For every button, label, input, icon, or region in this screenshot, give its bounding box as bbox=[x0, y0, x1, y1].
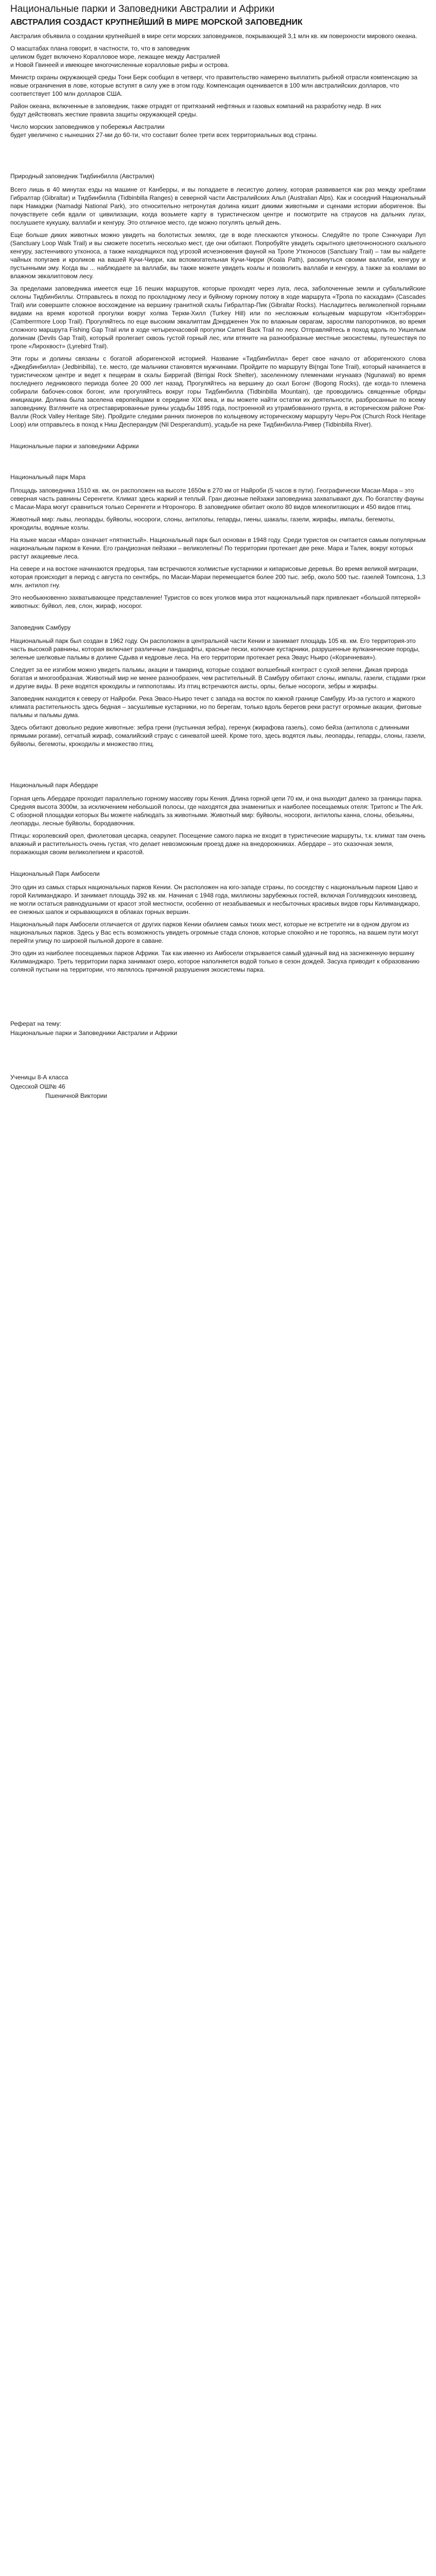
section-heading: Национальный парк Мара bbox=[10, 473, 86, 481]
spacer bbox=[10, 860, 426, 870]
section-paragraph: Это один из самых старых национальных парков Кении. Он расположен на юго-западе страны, по соседству с национальным парком Цаво и горой Килиманджаро. И занимает площадь 392 кв. км. Начиная с 1948 года, миллионы зарубежных гостей, включая Голливудских кинозвезд, не могли остаться равнодушными от красот этой местности, особенно от незабываемых и несбыточных красивых видов горы Килиманджаро, ее снежных шапок и скрывающихся в облаках горных вершин. bbox=[10, 883, 420, 916]
section-paragraph: Еще больше диких животных можно увидеть на болотистых землях, где в воде плескаются утконосы. Следуйте по тропе Сэнкчуари Луп (Sanctuary Loop Walk Trail) и вы сможете посетить несколько мест, где они обитают. Попробуйте увидеть скрытного цветочноносного скального кенгуру, застенчивого утконоса, а также находящихся под угрозой исчезновения фауной на Тропе Утконосов (Sanctuary Trail) – там вы найдете чайных попугаев и кроликов на вашей Кучи-Чирри, как вспомогательная Кучи-Чирри (Koala Path), раскинуться своими валлаби, кенгуру и пустынными эму. Когда вы ... наблюдаете за валлаби, вы также можете увидеть коалы и позволить валлаби и кенгуру, а также за коалами во влажном эвкалиптовом лесу. bbox=[10, 231, 426, 280]
spacer bbox=[10, 752, 426, 781]
intro-paragraph: Австралия объявила о создании крупнейшей в мире сети морских заповедников, покрывающей 3,1 млн кв. км поверхности мирового океана. bbox=[10, 32, 417, 40]
intro-block bbox=[10, 32, 426, 139]
spacer bbox=[10, 143, 426, 172]
student-name: Пшеничной Виктории bbox=[45, 1092, 108, 1099]
section-paragraph: Это необыкновенно захватывающее представление! Туристов со всех уголков мира этот национальный парк привлекает «большой пятеркой» животных: буйвол, лев, слон, жираф, носорог. bbox=[10, 594, 421, 609]
news-headline: АВСТРАЛИЯ СОЗДАСТ КРУПНЕЙШИЙ В МИРЕ МОРСКОЙ ЗАПОВЕДНИК bbox=[10, 18, 303, 27]
section-samburu bbox=[10, 623, 426, 748]
report-footer bbox=[10, 1019, 426, 1100]
document-page bbox=[0, 0, 436, 1100]
section-paragraph: Национальный парк Амбосели отличается от других парков Кении обилием самых тихих мест, которые не встретите ни в одном другом из национальных парков. Здесь у Вас есть возможность увидеть огромные стада слонов, которые спокойно и не торопясь, на вашем пути могут перейти улицу по широкой пыльной дороге в саване. bbox=[10, 920, 419, 944]
intro-paragraph: Число морских заповедников у побережья Австралии будет увеличено с нынешних 27-ми до 60-ти, что составит более трети всех территориальных вод страны. bbox=[10, 123, 318, 139]
report-topic: Национальные парки и Заповедники Австралии и Африки bbox=[10, 1029, 178, 1037]
report-label: Реферат на тему: bbox=[10, 1020, 61, 1027]
section-paragraph: Национальный парк был создан в 1962 году. Он расположен в центральной части Кении и занимает площадь 105 кв. км. Его территория-это часть высокой равнины, которая включает различные ландшафты, красные пески, колючие кустарники, разрушенные вулканические породы, зеленые шелковые пальмы в долине Сдыва и кедровые леса. На его территории протекает река Эваус Ньиро («Коричневая»). bbox=[10, 637, 420, 661]
spacer bbox=[10, 1055, 426, 1073]
section-heading: Заповедник Самбуру bbox=[10, 623, 71, 631]
section-paragraph: Птицы: королевский орел, фиолетовая цесарка, сеарулет. Посещение самого парка не входит в туристические маршруты, т.к. климат там очень влажный и растительность очень густая, что делает невозможным проезд даже на внедорожниках. Абердаре – это сказочная земля, поражающая своим великолепием и красотой. bbox=[10, 832, 426, 856]
section-paragraph: На севере и на востоке начинаются предгорья, там встречаются холмистые кустарники и кипарисовые деревья. Во время великой миграции, которая происходит в период с августа по сентябрь, по Масаи-Мараи перемещается более 200 тыс. зебр, около 500 тыс. газелей Томпсона, 1,3 млн. антилоп гну. bbox=[10, 565, 426, 589]
section-aberdare bbox=[10, 781, 426, 856]
section-paragraph: Площадь заповедника 1510 кв. км, он расположен на высоте 1650м в 270 км от Найроби (5 часов в пути). Географически Масаи-Мара – это северная часть равнины Серенгети. Климат здесь жаркий и теплый. Гран диозные пейзажи заповедника захватывают дух. По богатству фауны с Масаи-Мара могут сравниться только Серенгети и Нгоронгоро. В заповеднике обитает около 80 видов млекопитающих и 450 видов птиц. bbox=[10, 486, 424, 511]
intro-paragraph: Район океана, включенные в заповедник, также отрадят от притязаний нефтяных и газовых компаний на разработку недр. В них будут действовать жесткие правила защиты окружающей среды. bbox=[10, 102, 381, 118]
section-mara bbox=[10, 473, 426, 610]
intro-paragraph: Министр охраны окружающей среды Тони Берк сообщил в четверг, что правительство намерено выплатить рыбной отрасли компенсацию за новые ограничения в лове, которые вступят в силу уже в этом году. Компенсация оценивается в 100 млн австралийских долларов, что соответствует 100 млн долларов США. bbox=[10, 73, 417, 97]
section-heading: Национальные парки и заповедники Африки bbox=[10, 442, 139, 450]
section-heading: Природный заповедник Тидбинбилла (Австралия) bbox=[10, 172, 154, 180]
spacer bbox=[10, 455, 426, 473]
section-paragraph: Заповедник находится к северу от Найроби. Река Эвасо-Ньиро течет с запада на восток по южной границе Самбуру. Из-за густого и жаркого климата растительность здесь бедная – засушливые кустарники, но по берегам, только вдоль берегов реки растут огромные акации, фиговые пальмы и пальмы дума. bbox=[10, 694, 422, 719]
school-line: Одесской ОШ№ 46 bbox=[10, 1082, 65, 1090]
section-africa-parks bbox=[10, 442, 426, 450]
section-paragraph: Следует за ее изгибом можно увидеть пальмы, акации и тамаринд, которые создают волшебный контраст с сухой зелени. Дикая природа богатая и многообразная. Животный мир не менее разнообразен, чем растительный. В Самбуру обитают слоны, импалы, газели, стадами грюи и другие виды. В реке водятся крокодилы и гиппопотамы. Из птиц встречаются аисты, орлы, белые носороги, зебры и жирафы. bbox=[10, 666, 426, 690]
section-paragraph: На языке масаи «Мара» означает «пятнистый». Национальный парк был основан в 1948 году. Среди туристов он считается самым популярным национальным парком в Кении. Его грандиозная пейзажи – великолепны! По территории протекает две реке. Мара и Талек, вокруг которых растут акациевые леса. bbox=[10, 536, 426, 560]
section-paragraph: Эти горы и долины связаны с богатой аборигенской историей. Название «Тидбинбилла» берет свое начало от аборигенского слова «Джедбинбилла» (Jedbinbilla), т.е. место, где мальчики становятся мужчинами. Пройдите по маршруту Bi(ngai Tone Trail), который начинается в туристическом центре и ведет к пещерам в скалы Бирригай (Birrigai Rock Shelter), заселенному племенами нгунаавэ (Ngunawal) во время последнего ледникового периода более 20 000 лет назад. Прогуляйтесь на вершину до скал Богонг (Bogong Rocks), где когда-то племена собирали бабочек-совок богонг, или прогуляйтесь вокруг горы Тидбинбилла (Tidbinbilla Mountain), где проводились священные обряды инициации. Долина была заселена европейцами в середине XIX века, и вы можете найти остатки их деятельности, разбросанные по всему заповеднику. Взгляните на отреставрированные руины усадьбы 1895 года, построенной из утрамбованного грунта, в историческом районе Рок-Валли (Rock Valley Heritage Site). Пройдите следами ранних пионеров по кольцевому историческому маршруту Черч-Рок (Church Rock Heritage Loop) или отправьтесь в поход к Ниш Десперандум (Nil Desperandum), усадьбе на реке Тидбинбилла-Ривер (Tidbinbilla River). bbox=[10, 354, 426, 428]
section-amboseli bbox=[10, 870, 426, 974]
section-paragraph: За пределами заповедника имеется еще 16 пеших маршрутов, которые проходят через луга, леса, заболоченные земли и субальпийские склоны Тидбинбиллы. Отправьтесь в поход по прохладному лесу и буйному горному потоку в ходе маршрута «Тропа по каскадам» (Cascades Trail) или совершите сложное восхождение на вершину гранитной скалы Гибралтар-Пик (Gibraltar Rocks). Насладитесь великолепной горными видами на время короткой прогулки вокруг холма Теркм-Хилл (Turkey Hill) или по несложным кольцевым маршрутом «Кэнтэбэрри» (Camberrmore Loop Trail). Прогуляйтесь по еще высоким эвкалиптам Дэнрдженен Уок по влажным оврагам, зарослям папоротников, во время сложного маршрута Fishing Gap Trail или в ходе четырехчасовой прогулки Camel Back Trail по лесу. Отправляйтесь в поход вдоль по Уишелым долинам (Devils Gap Trail), который пролегает сквозь густой горный лес, или втяните на разнообразные местные экосистемы, путешествуя по тропе «Лирохвост» (Lyrebird Trail). bbox=[10, 284, 426, 350]
section-tidbinbilla bbox=[10, 172, 426, 429]
section-paragraph: Горная цепь Абердаре проходит параллельно горному массиву горы Кения. Длина горной цепи 70 км, и она выходит далеко за границы парка. Средняя высота 3000м, за исключением небольшой полосы, где находятся два знаменитых и наиболее посещаемых отеля: Тритопс и The Ark. С обзорной площадки которых Вы можете наблюдать за животными. Животный мир: буйволы, носороги, антилопы канна, слоны, обезьяны, леопарды, лесные буйволы, бородавочник. bbox=[10, 794, 424, 827]
section-paragraph: Животный мир: львы, леопарды, буйволы, носороги, слоны, антилопы, гепарды, гиены, шакалы, газели, жирафы, импалы, бегемоты, крокодилы, водяные козлы. bbox=[10, 515, 395, 531]
spacer bbox=[10, 433, 426, 442]
section-heading: Национальный парк Абердаре bbox=[10, 781, 98, 789]
section-paragraph: Здесь обитают довольно редкие животные: зебра грени (пустынная зебра), геренук (жирафова газель), сомо бейза (антилопа с длинными прямыми рогами), сетчатый жираф, сомалийский страус с синеватой шеей. Кроме того, здесь водятся львы, леопарды, гепарды, слоны, газели, буйволы, бегемоты, крокодилы и множество птиц. bbox=[10, 723, 426, 748]
document-title: Национальные парки и Заповедники Австралии и Африки bbox=[10, 4, 275, 14]
section-paragraph: Это один из наиболее посещаемых парков Африки. Так как именно из Амбосели открывается самый удачный вид на заснеженную вершину Килиманджаро. Треть территории парка занимают озеро, которое наполняется водой только в сезон дождей. Засуха приводит к образованию соляной пустыни на территории, что являлось причиной разрушения экосистемы парка. bbox=[10, 949, 420, 973]
spacer bbox=[10, 1038, 426, 1055]
section-paragraph: Всего лишь в 40 минутах езды на машине от Канберры, и вы попадаете в лесистую долину, которая развивается как раз между хребтами Гибралтар (Gibraltar) и Тидбинбилла (Tidbinbilla Ranges) в северной части Австралийских Альп (Australian Alps). Как и соседний Национальный парк Намаджи (Namadgi National Park), это относительно нетронутая долина кишит дикими животными и сценами истории аборигенов. Вы почувствуете себя вдали от цивилизации, когда возьмете карту в туристическом центре и посмотрите на стрaусов на дальних лугах, послушаете кукушку, валлаби и кенгуру. Это отличное место, где можно погулять целый день. bbox=[10, 185, 426, 226]
student-line: Ученицы 8-А класса bbox=[10, 1073, 68, 1081]
intro-paragraph: О масштабах плана говорит, в частности, то, что в заповедник целиком будет включено Коралловое море, лежащее между Австралией и Новой Гвинеей и имеющее многочисленные коралловые рифы и островa. bbox=[10, 44, 230, 69]
spacer bbox=[10, 614, 426, 623]
spacer bbox=[10, 978, 426, 1019]
section-heading: Национальный Парк Амбосели bbox=[10, 870, 100, 877]
